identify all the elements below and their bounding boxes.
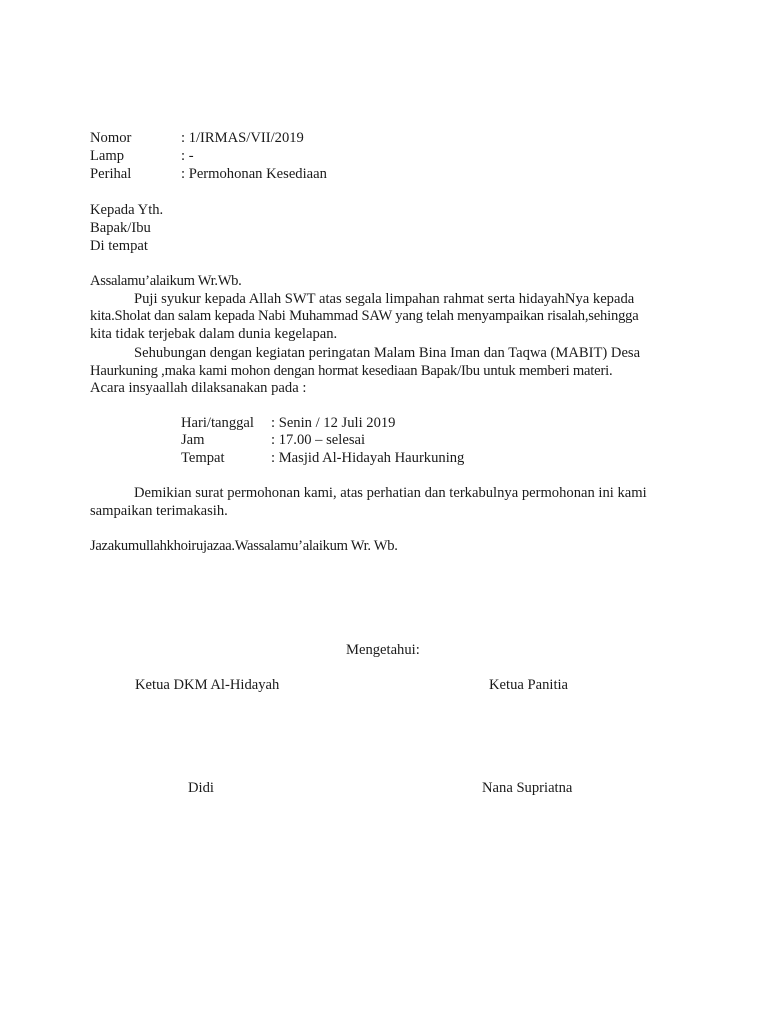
nomor-value: : 1/IRMAS/VII/2019 bbox=[181, 130, 304, 146]
recipient-line: Bapak/Ibu bbox=[90, 220, 151, 236]
signoff: Jazakumullahkhoirujazaa.Wassalamu’alaikum Wr. Wb. bbox=[90, 538, 398, 554]
event-date-value: : Senin / 12 Juli 2019 bbox=[271, 415, 396, 431]
paragraph-line: Haurkuning ,maka kami mohon dengan hormat kesediaan Bapak/Ibu untuk memberi materi. bbox=[90, 363, 613, 379]
left-signer-name: Didi bbox=[188, 780, 214, 796]
event-place-label: Tempat bbox=[181, 450, 225, 466]
salutation: Assalamu’alaikum Wr.Wb. bbox=[90, 273, 242, 289]
paragraph-line: sampaikan terimakasih. bbox=[90, 503, 228, 519]
right-signer-name: Nana Supriatna bbox=[482, 780, 573, 796]
recipient-line: Di tempat bbox=[90, 238, 148, 254]
right-signer-title: Ketua Panitia bbox=[489, 677, 569, 693]
event-place-value: : Masjid Al-Hidayah Haurkuning bbox=[271, 450, 465, 466]
nomor-label: Nomor bbox=[90, 130, 132, 146]
paragraph-line: Acara insyaallah dilaksanakan pada : bbox=[90, 380, 307, 396]
paragraph-line: kita tidak terjebak dalam dunia kegelapan. bbox=[90, 326, 338, 342]
acknowledged-label: Mengetahui: bbox=[346, 642, 420, 658]
paragraph-line: Puji syukur kepada Allah SWT atas segala limpahan rahmat serta hidayahNya kepada bbox=[134, 291, 635, 307]
event-time-label: Jam bbox=[181, 432, 205, 448]
recipient-line: Kepada Yth. bbox=[90, 202, 164, 218]
perihal-label: Perihal bbox=[90, 166, 132, 182]
lamp-label: Lamp bbox=[90, 148, 125, 164]
perihal-value: : Permohonan Kesediaan bbox=[181, 166, 327, 182]
event-time-value: : 17.00 – selesai bbox=[271, 432, 366, 448]
paragraph-line: Demikian surat permohonan kami, atas perhatian dan terkabulnya permohonan ini kami bbox=[134, 485, 647, 501]
event-date-label: Hari/tanggal bbox=[181, 415, 254, 431]
lamp-value: : - bbox=[181, 148, 194, 164]
paragraph-line: kita.Sholat dan salam kepada Nabi Muhammad SAW yang telah menyampaikan risalah,sehingga bbox=[90, 308, 639, 324]
paragraph-line: Sehubungan dengan kegiatan peringatan Malam Bina Iman dan Taqwa (MABIT) Desa bbox=[134, 345, 641, 361]
left-signer-title: Ketua DKM Al-Hidayah bbox=[135, 677, 280, 693]
